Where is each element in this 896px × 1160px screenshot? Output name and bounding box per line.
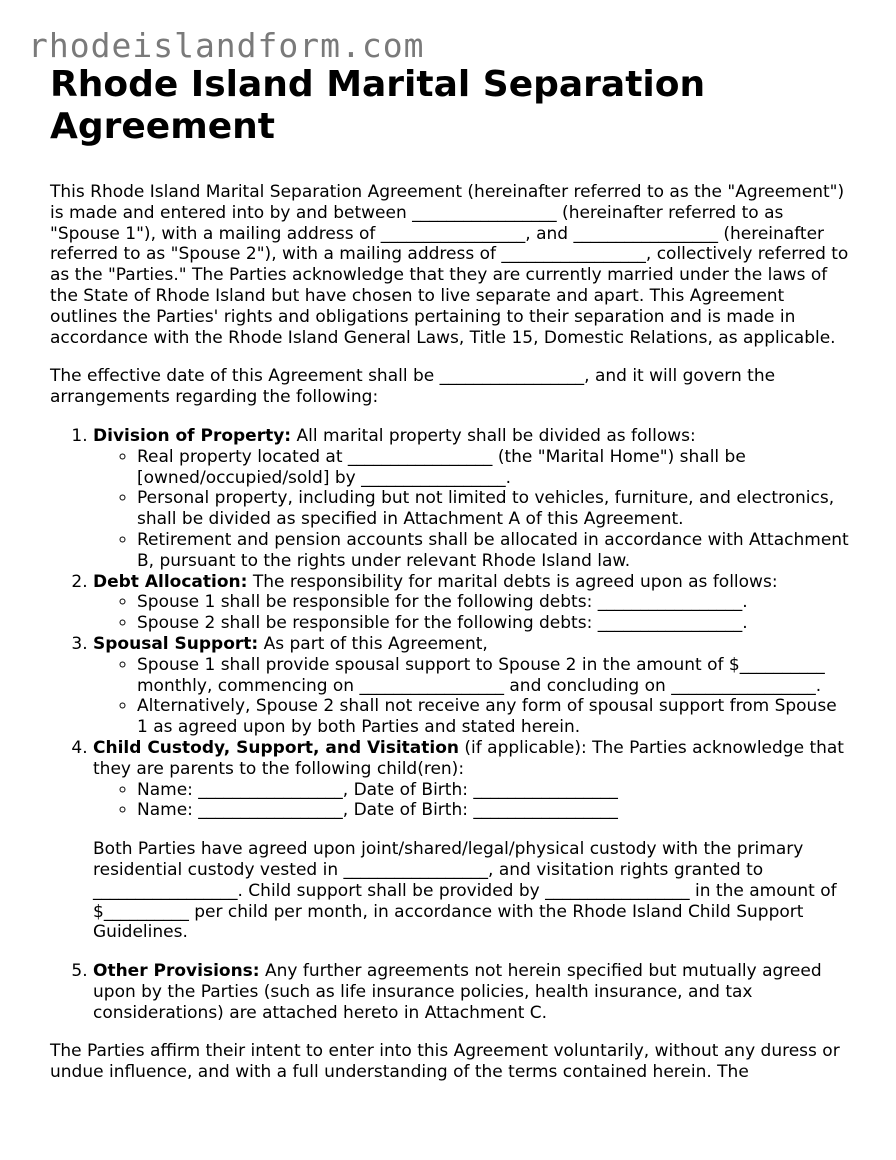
section-spousal-support bbox=[93, 634, 850, 738]
custody-paragraph: Both Parties have agreed upon joint/shared/legal/physical custody with the primary residential custody vested in _________________, and visitation rights granted to _________________. Child support shall be provided by _________________ in the amount of $__________ per child per month, in accordance with the Rhode Island Child Support Guidelines. bbox=[93, 839, 837, 943]
section-other-provisions bbox=[93, 961, 850, 1023]
list-item: ◦ Name: _________________, Date of Birth: _________________ bbox=[137, 800, 850, 821]
section-debt-allocation bbox=[93, 572, 850, 634]
document-body bbox=[50, 64, 850, 1083]
support-sublist bbox=[93, 655, 850, 738]
section-heading: Spousal Support: bbox=[93, 633, 259, 654]
debt-sublist bbox=[93, 592, 850, 634]
section-heading: Division of Property: bbox=[93, 425, 292, 446]
list-item: ◦ Retirement and pension accounts shall be allocated in accordance with Attachment B, pursuant to the rights under relevant Rhode Island law. bbox=[137, 530, 850, 572]
list-item: ◦ Spouse 1 shall be responsible for the following debts: _________________. bbox=[137, 592, 850, 613]
section-heading: Other Provisions: bbox=[93, 961, 260, 982]
closing-paragraph: The Parties affirm their intent to enter into this Agreement voluntarily, without any duress or undue influence, and with a full understanding of the terms contained herein. The bbox=[50, 1041, 840, 1083]
list-item: ◦ Spouse 2 shall be responsible for the following debts: _________________. bbox=[137, 613, 850, 634]
section-text: The responsibility for marital debts is agreed upon as follows: bbox=[247, 571, 778, 592]
children-sublist bbox=[93, 780, 850, 822]
intro-paragraph: This Rhode Island Marital Separation Agreement (hereinafter referred to as the "Agreement") is made and entered into by and between _________________ (hereinafter referred to as "Spouse 1"), with a mailing address of _________________, and _________________ (hereinafter referred to as "Spouse 2"), with a mailing address of _________________, collectively referred to as the "Parties." The Parties acknowledge that they are currently married under the laws of the State of Rhode Island but have chosen to live separate and apart. This Agreement outlines the Parties' rights and obligations pertaining to their separation and is made in accordance with the Rhode Island General Laws, Title 15, Domestic Relations, as applicable. bbox=[50, 182, 849, 348]
section-text: As part of this Agreement, bbox=[258, 633, 488, 654]
site-watermark: rhodeislandform.com bbox=[28, 26, 425, 65]
section-heading: Child Custody, Support, and Visitation bbox=[93, 737, 460, 758]
list-item: ◦ Alternatively, Spouse 2 shall not receive any form of spousal support from Spouse 1 as agreed upon by both Parties and stated herein. bbox=[137, 696, 850, 738]
property-sublist bbox=[93, 447, 850, 572]
section-heading: Debt Allocation: bbox=[93, 571, 248, 592]
section-text: Any further agreements not herein specified but mutually agreed upon by the Parties (such as life insurance policies, health insurance, and tax considerations) are attached hereto in Attachment C. bbox=[93, 961, 822, 1023]
provisions-list bbox=[50, 426, 850, 1024]
effective-date-paragraph: The effective date of this Agreement shall be _________________, and it will govern the arrangements regarding the following: bbox=[50, 366, 776, 408]
section-text: All marital property shall be divided as follows: bbox=[291, 425, 696, 446]
list-item: ◦ Personal property, including but not limited to vehicles, furniture, and electronics, shall be divided as specified in Attachment A of this Agreement. bbox=[137, 488, 850, 530]
document-title: Rhode Island Marital Separation Agreement bbox=[50, 64, 706, 147]
section-division-of-property bbox=[93, 426, 850, 572]
section-child-custody bbox=[93, 738, 850, 943]
list-item: ◦ Name: _________________, Date of Birth: _________________ bbox=[137, 780, 850, 801]
list-item: ◦ Spouse 1 shall provide spousal support to Spouse 2 in the amount of $__________ monthly, commencing on _________________ and concluding on _________________. bbox=[137, 655, 850, 697]
list-item: ◦ Real property located at _________________ (the "Marital Home") shall be [owned/occupied/sold] by _________________. bbox=[137, 447, 850, 489]
section-text: (if applicable): The Parties acknowledge that they are parents to the following child(ren): bbox=[93, 737, 844, 779]
